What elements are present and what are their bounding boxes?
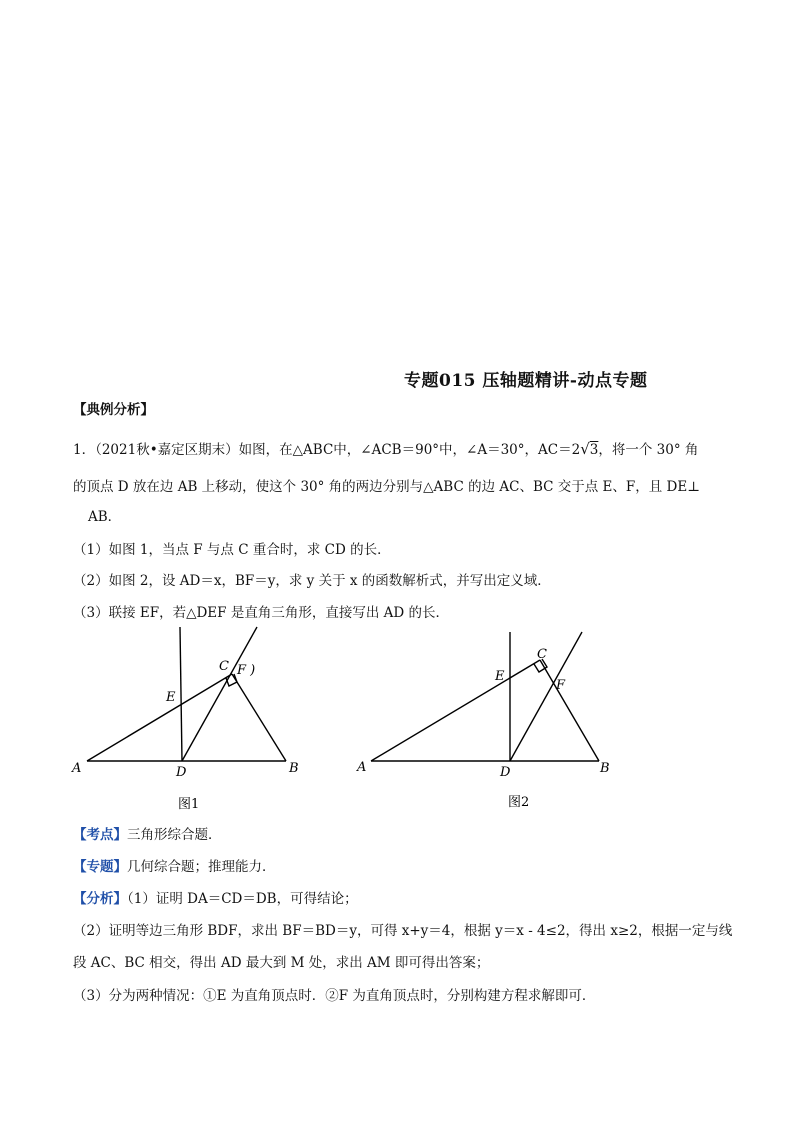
figure-1: [60, 620, 320, 820]
question-3: （3）联接 EF，若△DEF 是直角三角形，直接写出 AD 的长．: [73, 605, 449, 621]
fenxi-line-1: （1）证明 DA＝CD＝DB，可得结论；: [127, 891, 358, 907]
problem-line-1-tail: ，将一个 30° 角: [598, 442, 699, 458]
sqrt-symbol: √: [580, 440, 590, 458]
question-2: （2）如图 2，设 AD＝x，BF＝y，求 y 关于 x 的函数解析式，并写出定义域．: [73, 573, 551, 589]
zhuanti-label: 【专题】: [73, 859, 127, 875]
analysis-zhuanti: [73, 855, 276, 875]
analysis-kaodian: [73, 823, 222, 843]
fig2-label-b: B: [600, 761, 610, 776]
kaodian-label: 【考点】: [73, 827, 127, 843]
fig1-label-a: A: [72, 761, 82, 776]
fenxi-line-3: （3）分为两种情况：①E 为直角顶点时．②F 为直角顶点时，分别构建方程求解即可．: [73, 988, 596, 1004]
problem-line-1-text: 1．（2021秋•嘉定区期末）如图，在△ABC中，∠ACB＝90°中，∠A＝30°，AC＝2: [73, 442, 581, 458]
fig1-label-f: F ): [237, 663, 256, 678]
fig1-label-e: E: [166, 690, 176, 705]
figure-2: [350, 620, 630, 820]
analysis-fenxi: [73, 887, 358, 907]
fenxi-line-2a: （2）证明等边三角形 BDF，求出 BF＝BD＝y，可得 x+y＝4，根据 y＝x - 4≤2，得出 x≥2，根据一定与线: [73, 923, 733, 939]
fig2-label-d: D: [500, 765, 511, 780]
sqrt-value: 3: [589, 442, 599, 458]
fenxi-label: 【分析】: [73, 891, 127, 907]
fig1-label-c: C: [219, 659, 229, 674]
section-heading: 【典例分析】: [73, 402, 154, 418]
kaodian-text: 三角形综合题．: [127, 827, 222, 843]
fig1-segment-df: [182, 627, 257, 761]
fig1-segment-de: [180, 627, 182, 761]
problem-line-3: AB．: [88, 509, 122, 525]
fig2-caption: 图2: [508, 795, 530, 810]
problem-line-2: 的顶点 D 放在边 AB 上移动，使这个 30° 角的两边分别与△ABC 的边 AC、BC 交于点 E、F，且 DE⊥: [73, 479, 700, 495]
fig1-segment-ac: [87, 674, 232, 761]
fig1-segment-cb: [232, 674, 286, 761]
fig2-label-e: E: [495, 669, 505, 684]
fig1-label-b: B: [289, 761, 299, 776]
fig2-label-f: F: [556, 678, 566, 693]
fig1-caption: 图1: [178, 797, 200, 812]
fig2-label-a: A: [357, 760, 367, 775]
zhuanti-text: 几何综合题；推理能力．: [127, 859, 276, 875]
fig1-label-d: D: [176, 765, 187, 780]
problem-line-1: [73, 438, 698, 458]
fig2-label-c: C: [537, 647, 547, 662]
fenxi-line-2b: 段 AC、BC 相交，得出 AD 最大到 M 处，求出 AM 即可得出答案；: [73, 955, 490, 971]
fig2-segment-cb: [540, 660, 599, 761]
fig2-segment-ac: [371, 660, 540, 761]
question-1: （1）如图 1，当点 F 与点 C 重合时，求 CD 的长．: [73, 542, 391, 558]
page-title: 专题015 压轴题精讲-动点专题: [404, 371, 648, 391]
